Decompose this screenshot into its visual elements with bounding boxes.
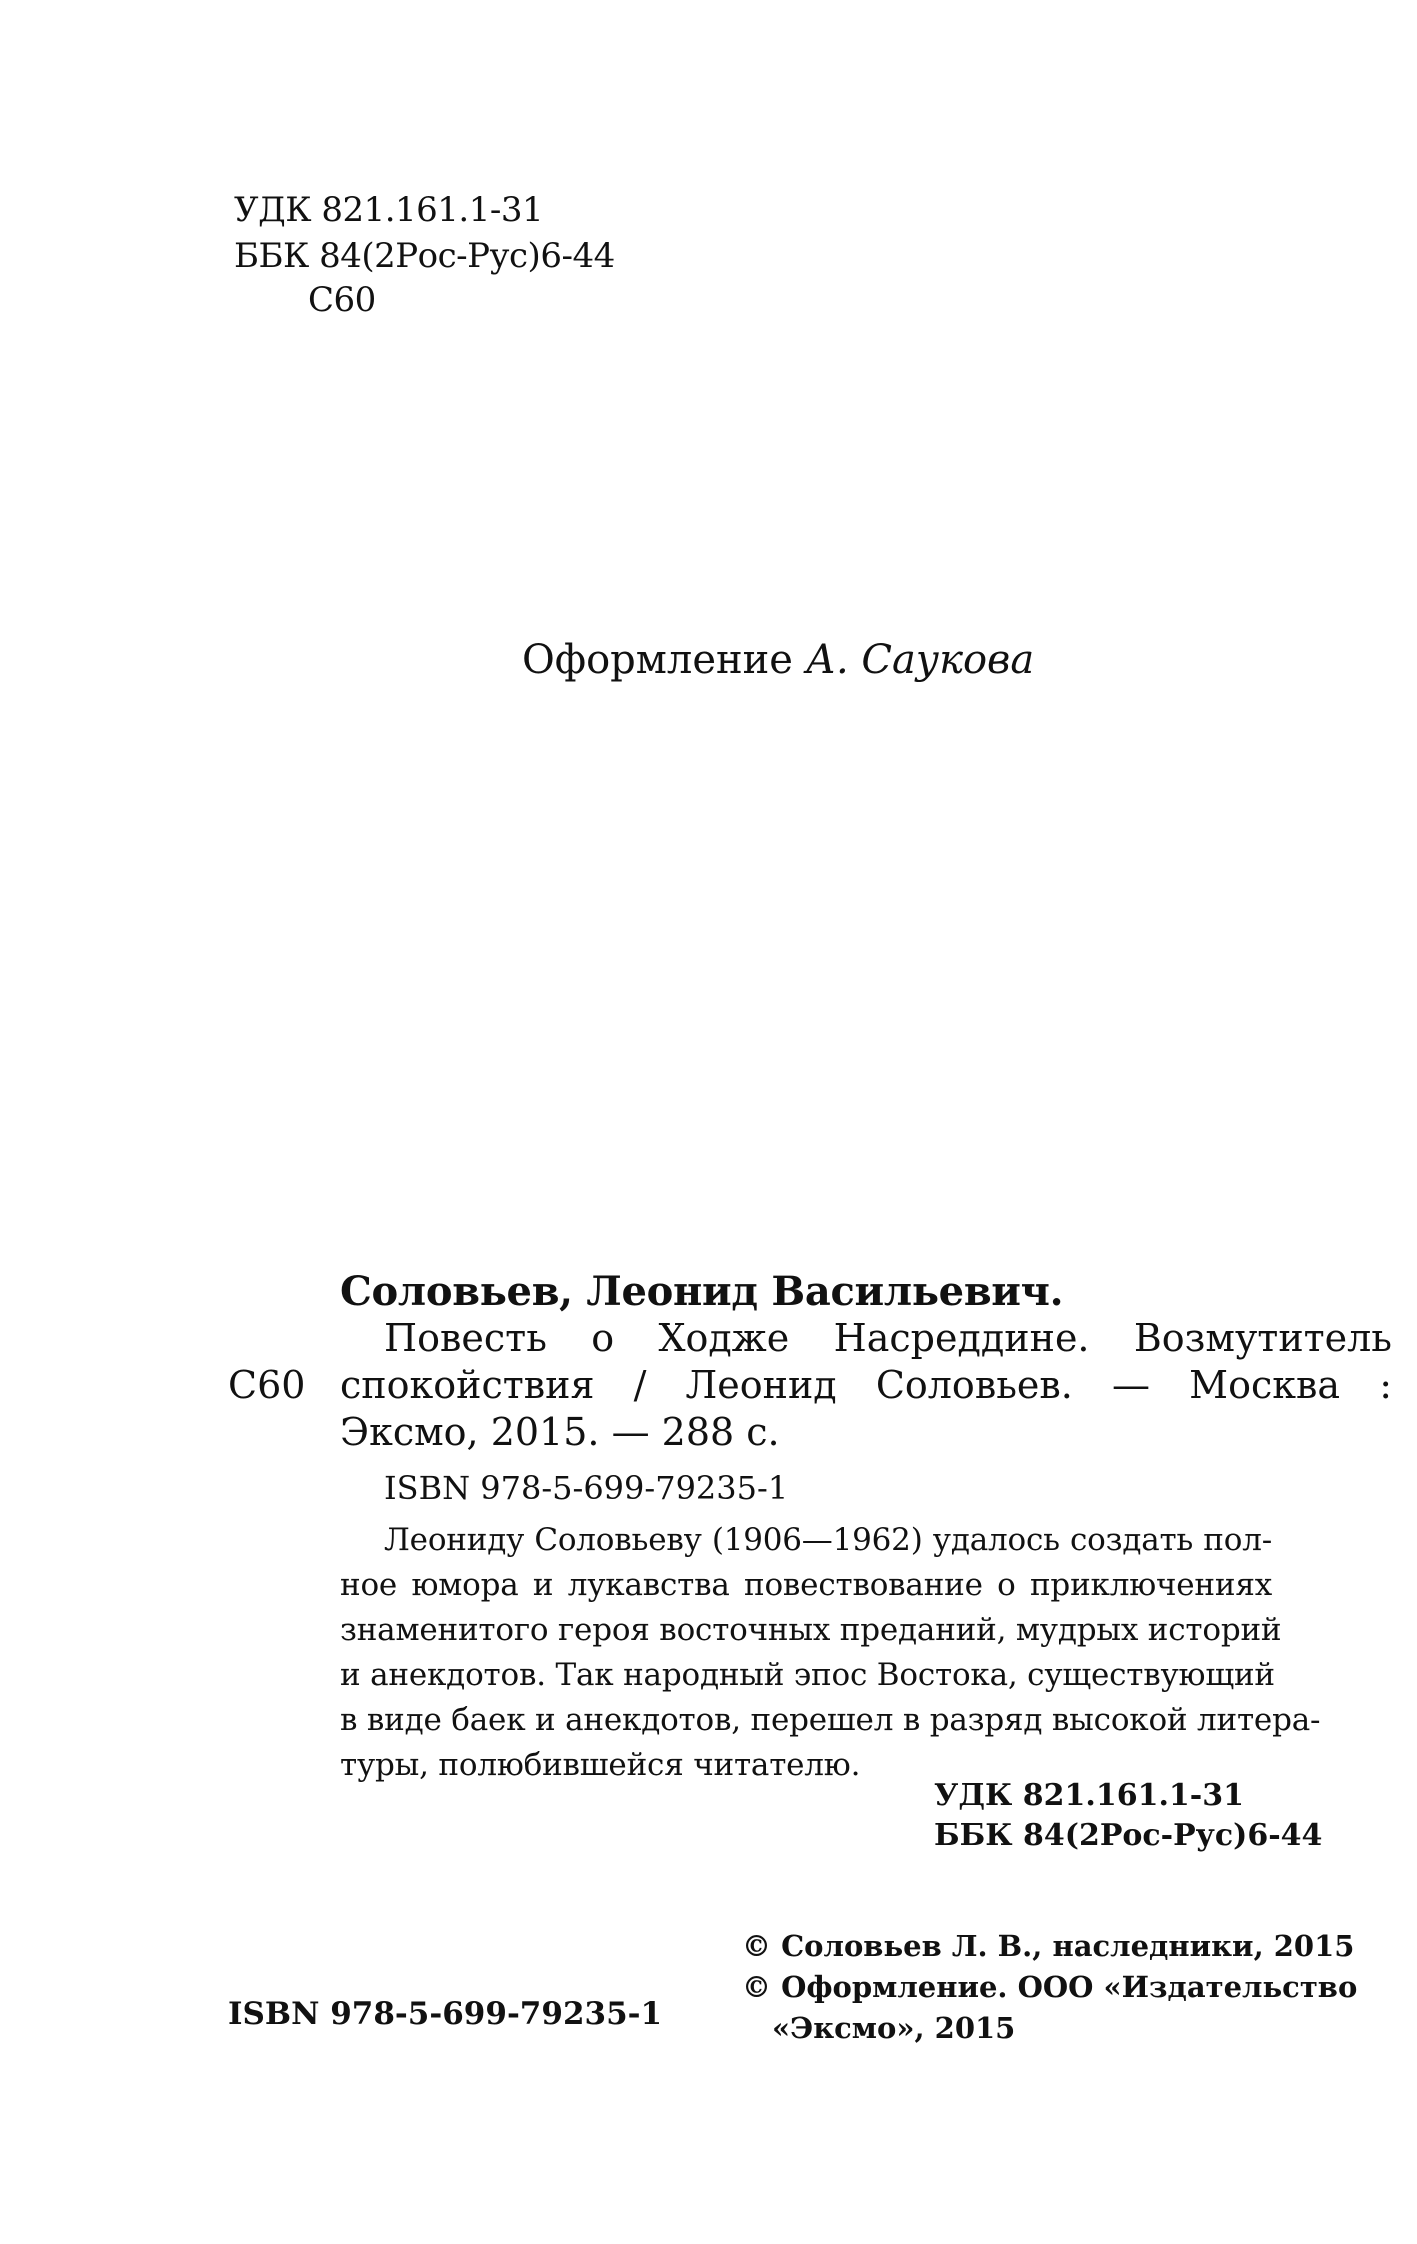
side-author-mark: С60 (228, 1363, 306, 1407)
bib-line-2: спокойствия / Леонид Соловьев. — Москва : (340, 1363, 1392, 1407)
annotation-line-1: Леониду Соловьеву (1906—1962) удалось создать пол- (384, 1522, 1272, 1558)
design-credit (522, 636, 1034, 684)
bbk-code: ББК 84(2Рос-Рус)6-44 (234, 236, 615, 276)
isbn-record: ISBN 978-5-699-79235-1 (384, 1469, 789, 1507)
isbn-footer: ISBN 978-5-699-79235-1 (228, 1996, 663, 2032)
annotation-line-5: в виде баек и анекдотов, перешел в разряд высокой литера- (340, 1702, 1321, 1738)
annotation-line-4: и анекдотов. Так народный эпос Востока, существующий (340, 1657, 1275, 1693)
annotation-line-6: туры, полюбившейся читателю. (340, 1747, 861, 1783)
udk-code-bottom: УДК 821.161.1-31 (934, 1778, 1244, 1813)
author-heading: Соловьев, Леонид Васильевич. (340, 1268, 1064, 1315)
author-mark-code: С60 (308, 280, 376, 320)
udk-code: УДК 821.161.1-31 (234, 190, 544, 230)
bbk-code-bottom: ББК 84(2Рос-Рус)6-44 (934, 1818, 1323, 1853)
annotation-line-3: знаменитого героя восточных преданий, мудрых историй (340, 1612, 1282, 1648)
annotation-line-2: ное юмора и лукавства повествование о приключениях (340, 1567, 1272, 1603)
bib-line-1: Повесть о Ходже Насреддине. Возмутитель (384, 1316, 1392, 1360)
designer-name: А. Саукова (805, 637, 1035, 683)
copyright-design-cont: «Эксмо», 2015 (772, 2011, 1016, 2045)
copyright-author: © Соловьев Л. В., наследники, 2015 (742, 1929, 1355, 1963)
bib-line-3: Эксмо, 2015. — 288 с. (340, 1410, 780, 1454)
design-credit-prefix: Оформление (522, 637, 793, 683)
copyright-design: © Оформление. ООО «Издательство (742, 1970, 1358, 2004)
